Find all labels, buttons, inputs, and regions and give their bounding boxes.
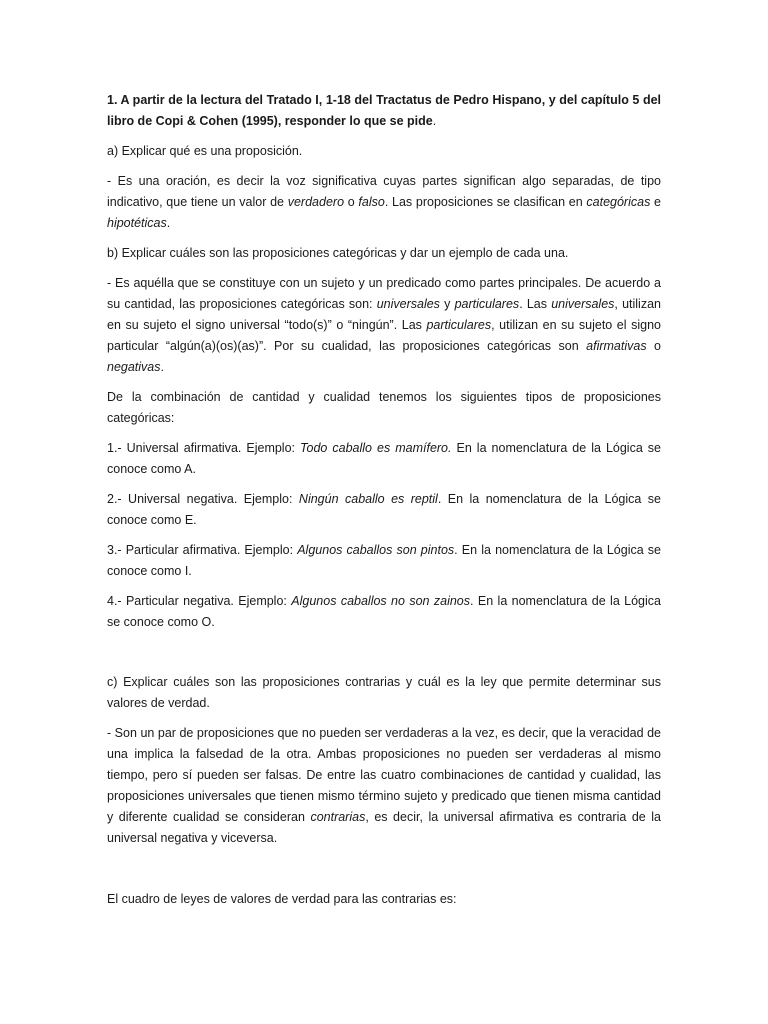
answer-a-italic-falso: falso	[358, 195, 385, 209]
answer-a-text-4: e	[650, 195, 661, 209]
answer-a-text-2: o	[344, 195, 359, 209]
type-item	[107, 540, 661, 582]
answer-c-text-2: , es decir, la universal afirmativa es contraria de la universal negativa y viceversa.	[107, 810, 661, 845]
answer-a-text-1: - Es una oración, es decir la voz significativa cuyas partes significan algo separadas, de tipo indicativo, que tiene un valor de	[107, 174, 661, 209]
answer-b-italic-particulares-2: particulares	[426, 318, 492, 332]
type-tail: . En la nomenclatura de la Lógica se conoce como E.	[107, 492, 661, 527]
type-lead: 4.- Particular negativa. Ejemplo:	[107, 594, 292, 608]
type-example: Ningún caballo es reptil	[298, 492, 438, 506]
document-page	[107, 90, 661, 919]
question-c-prompt: c) Explicar cuáles son las proposiciones contrarias y cuál es la ley que permite determinar sus valores de verdad.	[107, 675, 661, 710]
type-example: Algunos caballos son pintos	[297, 543, 455, 557]
question-a-prompt: a) Explicar qué es una proposición.	[107, 144, 303, 158]
question-1	[107, 90, 661, 132]
type-item	[107, 438, 661, 480]
type-lead: 2.- Universal negativa. Ejemplo:	[107, 492, 299, 506]
question-b-prompt: b) Explicar cuáles son las proposiciones categóricas y dar un ejemplo de cada una.	[107, 246, 569, 260]
type-item	[107, 489, 661, 531]
type-tail: En la nomenclatura de la Lógica se conoce como A.	[107, 441, 661, 476]
combination-intro: De la combinación de cantidad y cualidad tenemos los siguientes tipos de proposiciones categóricas:	[107, 390, 661, 425]
answer-b	[107, 273, 661, 378]
answer-a-italic-hipoteticas: hipotéticas	[107, 216, 167, 230]
answer-a-text-5: .	[166, 216, 171, 230]
answer-c-italic-contrarias: contrarias	[310, 810, 366, 824]
answer-c	[107, 723, 661, 849]
answer-a-text-3: . Las proposiciones se clasifican en	[384, 195, 587, 209]
table-intro: El cuadro de leyes de valores de verdad para las contrarias es:	[107, 892, 457, 906]
answer-b-italic-afirmativas: afirmativas	[586, 339, 647, 353]
answer-b-italic-universales: universales	[376, 297, 440, 311]
answer-b-text-2: y	[439, 297, 455, 311]
answer-c-text-1: - Son un par de proposiciones que no pueden ser verdaderas a la vez, es decir, que la veracidad de una implica la falsedad de la otra. Ambas proposiciones no pueden ser verdaderas al mismo tiempo, pero sí pueden ser falsas. De entre las cuatro combinaciones de cantidad y cualidad, las proposiciones universales que tienen mismo término sujeto y predicado que tienen misma cantidad y diferente cualidad se consideran	[107, 726, 661, 824]
question-1-end: .	[432, 114, 437, 128]
type-example: Algunos caballos no son zainos	[291, 594, 471, 608]
type-example: Todo caballo es mamífero.	[300, 441, 452, 455]
answer-a-italic-verdadero: verdadero	[287, 195, 345, 209]
type-item	[107, 591, 661, 633]
answer-b-text-7: .	[160, 360, 164, 374]
type-tail: . En la nomenclatura de la Lógica se conoce como O.	[107, 594, 661, 629]
answer-b-italic-universales-2: universales	[551, 297, 615, 311]
answer-b-italic-negativas: negativas	[107, 360, 161, 374]
type-lead: 1.- Universal afirmativa. Ejemplo:	[107, 441, 301, 455]
answer-b-italic-particulares: particulares	[454, 297, 520, 311]
question-1-text: 1. A partir de la lectura del Tratado I, 1-18 del Tractatus de Pedro Hispano, y del capítulo 5 del libro de Copi & Cohen (1995), responder lo que se pide	[107, 93, 661, 128]
type-tail: . En la nomenclatura de la Lógica se conoce como I.	[107, 543, 662, 578]
answer-b-text-1: - Es aquélla que se constituye con un sujeto y un predicado como partes principales. De acuerdo a su cantidad, las proposiciones categóricas son:	[107, 276, 661, 311]
answer-b-text-3: . Las	[519, 297, 552, 311]
answer-a	[107, 171, 661, 234]
answer-b-text-4: , utilizan en su sujeto el signo universal “todo(s)” o “ningún”. Las	[107, 297, 661, 332]
answer-b-text-5: , utilizan en su sujeto el signo particular “algún(a)(os)(as)”. Por su cualidad, las proposiciones categóricas son	[107, 318, 661, 353]
answer-b-text-6: o	[646, 339, 661, 353]
answer-a-italic-categoricas: categóricas	[586, 195, 651, 209]
type-lead: 3.- Particular afirmativa. Ejemplo:	[107, 543, 298, 557]
